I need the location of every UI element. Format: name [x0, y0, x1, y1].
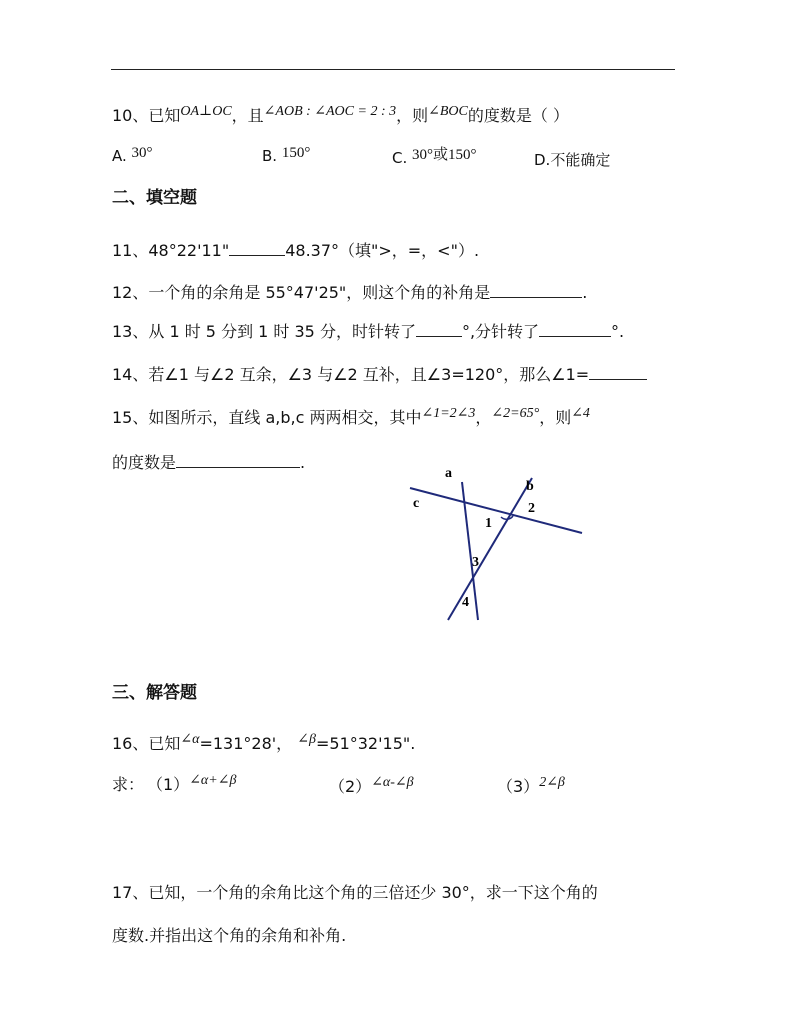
- q12-answer-blank[interactable]: [490, 283, 582, 298]
- q11-answer-blank[interactable]: [229, 241, 285, 256]
- q10-prefix: 10、已知: [112, 106, 181, 125]
- alpha-value: =131°28'，: [199, 734, 293, 753]
- q10-mid1: ，且: [231, 106, 264, 125]
- label-c: c: [413, 496, 420, 511]
- q13-minute-hand-blank[interactable]: [539, 322, 611, 337]
- question-16: 16、已知∠α=131°28'， ∠β=51°32'15".: [112, 732, 416, 753]
- label-angle-1: 1: [485, 516, 492, 531]
- q10-condition-perpendicular: OA⊥OC: [180, 104, 232, 119]
- beta-symbol: ∠β: [297, 732, 316, 747]
- question-17: 17、已知，一个角的余角比这个角的三倍还少 30°，求一下这个角的: [112, 883, 598, 902]
- label-angle-4: 4: [462, 595, 469, 610]
- q16-part-2: （2）∠α-∠β: [329, 775, 414, 796]
- question-13: 13、从 1 时 5 分到 1 时 35 分，时针转了 °,分针转了 °.: [112, 322, 625, 341]
- q16-part-1: （1）∠α+∠β: [147, 773, 237, 794]
- header-rule: [111, 69, 675, 70]
- q10-option-a: A. 30°: [112, 145, 153, 165]
- q14-answer-blank[interactable]: [589, 365, 647, 380]
- q15-condition-2: ∠2=65°: [491, 406, 540, 421]
- question-16-ask: 求：: [112, 775, 145, 794]
- question-10: [112, 105, 569, 129]
- q16-part-3: （3）2∠β: [497, 775, 565, 796]
- q10-option-c: C. 30°或150°: [392, 147, 477, 167]
- section-heading-solutions: 三、解答题: [112, 683, 197, 703]
- q10-condition-ratio: ∠AOB : ∠AOC = 2 : 3: [263, 104, 397, 119]
- angle-1-arc: [501, 516, 513, 519]
- question-15-line2: 的度数是 .: [112, 453, 306, 472]
- beta-value: =51°32'15".: [315, 734, 416, 753]
- q13-hour-hand-blank[interactable]: [416, 322, 462, 337]
- q15-answer-blank[interactable]: [176, 453, 300, 468]
- q15-target-angle: ∠4: [571, 406, 590, 421]
- question-14: 14、若∠1 与∠2 互余，∠3 与∠2 互补，且∠3=120°，那么∠1=: [112, 364, 647, 386]
- section-heading-fill-in: 二、填空题: [112, 188, 197, 208]
- label-a: a: [445, 466, 452, 481]
- q10-option-b: B. 150°: [262, 145, 311, 165]
- question-15: 15、如图所示，直线 a,b,c 两两相交，其中∠1=2∠3，∠2=65°，则∠4: [112, 406, 590, 427]
- q10-suffix: 的度数是（ ）: [467, 106, 569, 125]
- q10-target-angle: ∠BOC: [428, 104, 468, 119]
- question-17-line2: 度数.并指出这个角的余角和补角.: [112, 926, 347, 945]
- intersecting-lines-figure: [400, 460, 600, 630]
- question-11: 11、48°22'11" 48.37°（填">，=，<"）.: [112, 241, 480, 260]
- q10-mid2: ，则: [396, 106, 429, 125]
- question-12: 12、一个角的余角是 55°47'25"，则这个角的补角是 .: [112, 283, 588, 302]
- q15-condition-1: ∠1=2∠3: [421, 406, 476, 421]
- line-c: [410, 488, 582, 533]
- label-b: b: [526, 479, 534, 494]
- label-angle-2: 2: [528, 501, 535, 516]
- q10-option-d: D.不能确定: [534, 151, 611, 169]
- alpha-symbol: ∠α: [180, 732, 200, 747]
- line-b: [448, 478, 532, 620]
- label-angle-3: 3: [472, 555, 479, 570]
